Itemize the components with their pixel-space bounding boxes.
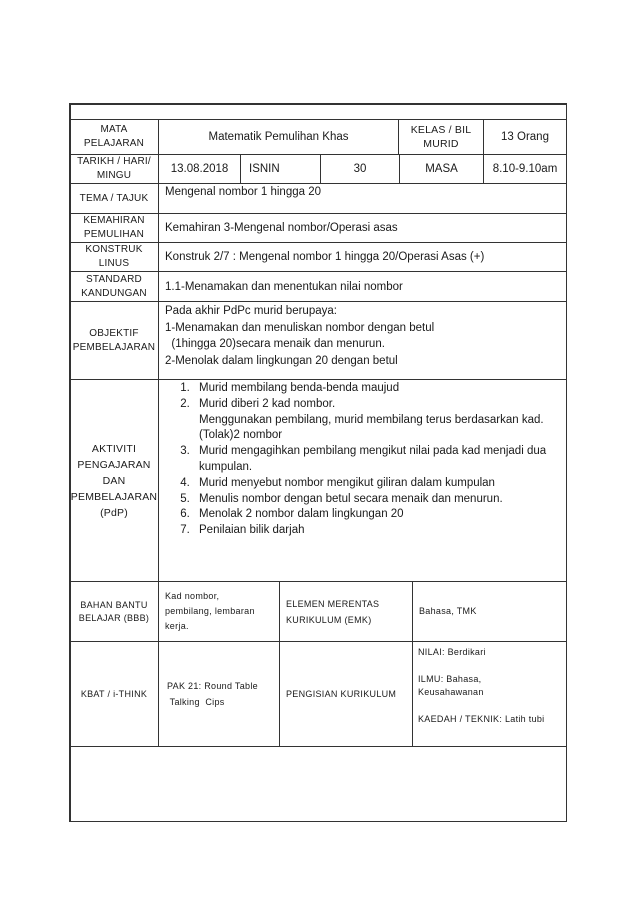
elemen-value: Bahasa, TMK <box>412 581 567 642</box>
list-item: 2. Murid diberi 2 kad nombor. Menggunakan pembilang, murid membilang terus berdasarkan kad.(Tolak)2 nombor <box>193 397 556 444</box>
tarikh-label: TARIKH / HARI/ MINGU <box>69 154 159 184</box>
pengisian-value <box>412 641 567 747</box>
pengisian-label: PENGISIAN KURIKULUM <box>279 641 413 747</box>
standard-value: 1.1-Menamakan dan menentukan nilai nombor <box>158 271 567 302</box>
bottom-empty-row <box>69 746 567 822</box>
kemahiran-value: Kemahiran 3-Mengenal nombor/Operasi asas <box>158 213 567 243</box>
aktiviti-value <box>158 379 567 582</box>
top-empty-row <box>69 103 567 120</box>
aktiviti-label: AKTIVITI PENGAJARAN DAN PEMBELAJARAN (PdP) <box>69 379 159 582</box>
list-item: 7. Penilaian bilik darjah <box>193 523 556 539</box>
bahan-value: Kad nombor, pembilang, lembaran kerja. <box>158 581 280 642</box>
elemen-label: ELEMEN MERENTAS KURIKULUM (EMK) <box>279 581 413 642</box>
tema-value: Mengenal nombor 1 hingga 20 <box>158 183 567 214</box>
objektif-label: OBJEKTIF PEMBELAJARAN <box>69 301 159 380</box>
list-item: 6. Menolak 2 nombor dalam lingkungan 20 <box>193 507 556 523</box>
objektif-line: 1-Menamakan dan menuliskan nombor dengan betul <box>165 321 435 334</box>
konstruk-value: Konstruk 2/7 : Mengenal nombor 1 hingga 20/Operasi Asas (+) <box>158 242 567 272</box>
list-item: 1. Murid membilang benda-benda maujud <box>193 381 556 397</box>
kelas-value: 13 Orang <box>483 119 567 155</box>
masa-value: 8.10-9.10am <box>483 154 567 184</box>
objektif-value <box>158 301 567 380</box>
kbat-value: PAK 21: Round Table Talking Cips <box>158 641 280 747</box>
tarikh-value: 13.08.2018 <box>158 154 241 184</box>
bahan-label: BAHAN BANTU BELAJAR (BBB) <box>69 581 159 642</box>
konstruk-label: KONSTRUK LINUS <box>69 242 159 272</box>
kemahiran-label: KEMAHIRAN PEMULIHAN <box>69 213 159 243</box>
kbat-label: KBAT / i-THINK <box>69 641 159 747</box>
list-item: 5. Menulis nombor dengan betul secara menaik dan menurun. <box>193 492 556 508</box>
list-item: 3. Murid mengagihkan pembilang mengikut nilai pada kad menjadi dua kumpulan. <box>193 444 556 476</box>
list-item: 4. Murid menyebut nombor mengikut giliran dalam kumpulan <box>193 476 556 492</box>
nilai-text: NILAI: Berdikari <box>418 647 486 657</box>
ilmu-text: ILMU: Bahasa, Keusahawanan <box>418 674 484 697</box>
kaedah-text: KAEDAH / TEKNIK: Latih tubi <box>418 714 545 724</box>
masa-label: MASA <box>399 154 484 184</box>
mata-pelajaran-label: MATA PELAJARAN <box>69 119 159 155</box>
minggu-value: 30 <box>320 154 400 184</box>
mata-pelajaran-value: Matematik Pemulihan Khas <box>158 119 399 155</box>
tema-label: TEMA / TAJUK <box>69 183 159 214</box>
aktiviti-list <box>159 381 556 539</box>
hari-value: ISNIN <box>240 154 321 184</box>
objektif-line: (1hingga 20)secara menaik dan menurun. <box>165 338 385 350</box>
kelas-label: KELAS / BIL MURID <box>398 119 484 155</box>
objektif-line: Pada akhir PdPc murid berupaya: <box>165 305 337 317</box>
standard-label: STANDARD KANDUNGAN <box>69 271 159 302</box>
objektif-line: 2-Menolak dalam lingkungan 20 dengan betul <box>165 354 398 367</box>
